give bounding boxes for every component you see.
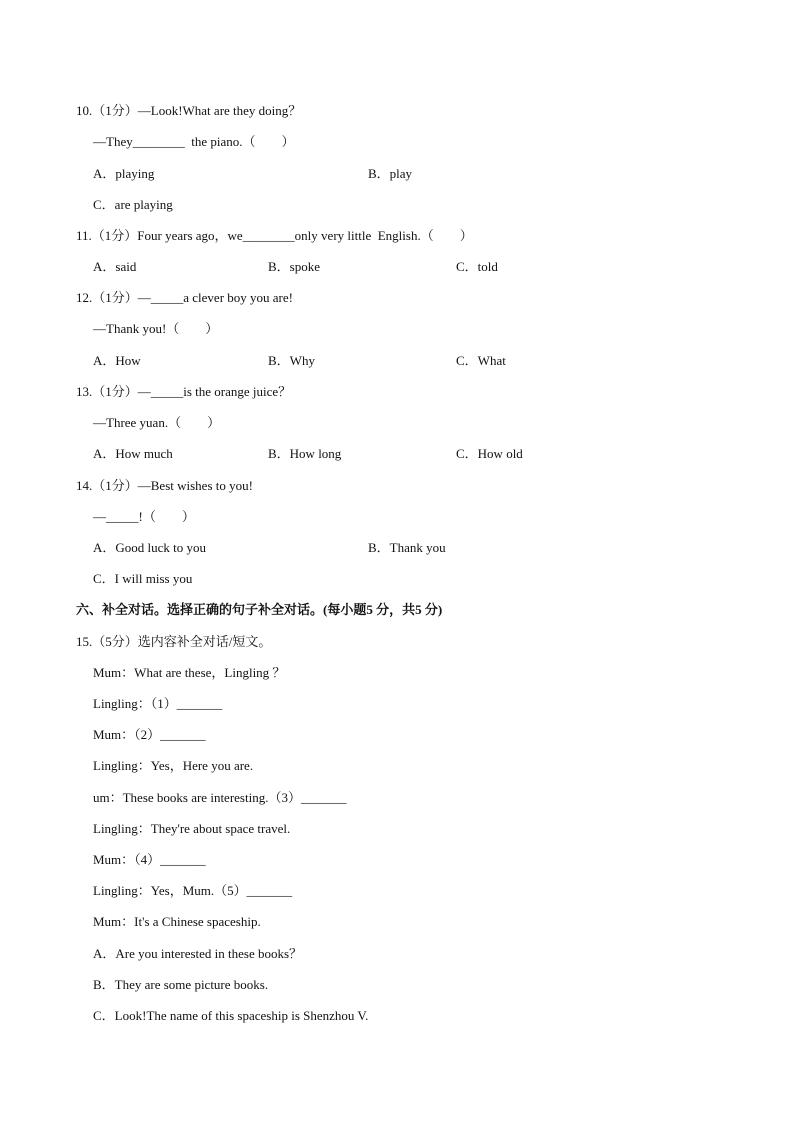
dialogue-line: Lingling：Yes，Here you are. xyxy=(93,758,254,773)
answer-option-b: B．They are some picture books. xyxy=(93,977,269,992)
question-10-option-b: B．play xyxy=(368,166,413,181)
answer-option-c: C．Look!The name of this spaceship is Shenzhou V. xyxy=(93,1008,369,1023)
question-11-option-a: A．said xyxy=(93,259,137,274)
question-15-stem: 15.（5分）选内容补全对话/短文。 xyxy=(76,634,272,649)
question-10-stem: 10.（1分）—Look!What are they doing？ xyxy=(76,103,302,118)
question-10-dialogue: —They________ the piano.（ ） xyxy=(93,134,295,149)
section-6-heading: 六、补全对话。选择正确的句子补全对话。(每小题5 分，共5 分) xyxy=(76,602,443,617)
question-13-option-c: C．How old xyxy=(456,446,523,461)
dialogue-line: Mum：（2）_______ xyxy=(93,727,206,742)
question-11-option-c: C．told xyxy=(456,259,498,274)
answer-option-a: A．Are you interested in these books？ xyxy=(93,946,303,961)
question-12-option-a: A．How xyxy=(93,353,141,368)
dialogue-line: um：These books are interesting.（3）_______ xyxy=(93,790,347,805)
question-12-option-b: B．Why xyxy=(268,353,315,368)
question-14-option-b: B．Thank you xyxy=(368,540,446,555)
question-13-option-b: B．How long xyxy=(268,446,342,461)
question-14-stem: 14.（1分）—Best wishes to you! xyxy=(76,478,253,493)
question-14-option-a: A．Good luck to you xyxy=(93,540,207,555)
question-12-dialogue: —Thank you!（ ） xyxy=(93,321,219,336)
question-10-option-a: A．playing xyxy=(93,166,155,181)
dialogue-line: Mum：What are these，Lingling ？ xyxy=(93,665,286,680)
question-13-option-a: A．How much xyxy=(93,446,173,461)
question-12-option-c: C．What xyxy=(456,353,506,368)
question-11-stem: 11.（1分）Four years ago，we________only very little English.（ ） xyxy=(76,228,473,243)
question-13-stem: 13.（1分）—_____is the orange juice？ xyxy=(76,384,292,399)
question-12-stem: 12.（1分）—_____a clever boy you are! xyxy=(76,290,293,305)
question-14-dialogue: —_____!（ ） xyxy=(93,509,195,524)
question-14-option-c: C．I will miss you xyxy=(93,571,193,586)
dialogue-line: Mum：It's a Chinese spaceship. xyxy=(93,914,261,929)
dialogue-line: Lingling：Yes，Mum.（5）_______ xyxy=(93,883,293,898)
dialogue-line: Mum：（4）_______ xyxy=(93,852,206,867)
dialogue-line: Lingling：（1）_______ xyxy=(93,696,223,711)
question-13-dialogue: —Three yuan.（ ） xyxy=(93,415,221,430)
question-10-option-c: C．are playing xyxy=(93,197,173,212)
question-11-option-b: B．spoke xyxy=(268,259,321,274)
dialogue-line: Lingling：They're about space travel. xyxy=(93,821,291,836)
